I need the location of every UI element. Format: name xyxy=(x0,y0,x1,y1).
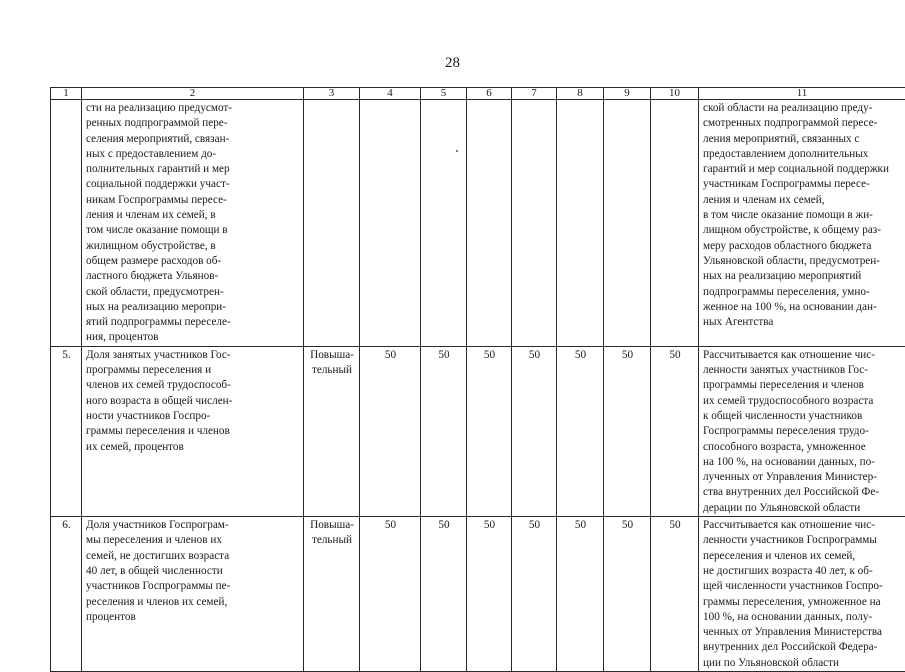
header-cell-7: 7 xyxy=(512,88,557,100)
row-number: 6. xyxy=(51,517,82,672)
text-line: ластного бюджета Ульянов- xyxy=(86,269,300,284)
text-line: их семей, процентов xyxy=(86,440,300,455)
page-number: 28 xyxy=(0,55,905,72)
text-line: ления и членам их семей, в xyxy=(86,208,300,223)
text-line: том числе оказание помощи в xyxy=(86,223,300,238)
text-line: Повыша- xyxy=(308,348,356,363)
value-cell xyxy=(557,100,604,347)
text-line: сти на реализацию предусмот- xyxy=(86,101,300,116)
table-row xyxy=(51,346,905,516)
text-line: никам Госпрограммы пересе- xyxy=(86,193,300,208)
text-line: тельный xyxy=(308,533,356,548)
value-cell: 50 xyxy=(360,346,421,516)
scan-speck xyxy=(456,150,458,152)
text-line: ятий подпрограммы переселе- xyxy=(86,315,300,330)
text-line: 100 %, на основании данных, полу- xyxy=(703,610,902,625)
text-line: членов их семей трудоспособ- xyxy=(86,378,300,393)
text-line: 40 лет, в общей численности xyxy=(86,564,300,579)
text-line: ного возраста в общей числен- xyxy=(86,394,300,409)
text-line: к общей численности участников xyxy=(703,409,902,424)
text-line: полнительных гарантий и мер xyxy=(86,162,300,177)
text-line: меру расходов областного бюджета xyxy=(703,239,902,254)
text-line: ных на реализацию меропри- xyxy=(86,300,300,315)
text-line: способного возраста, умноженное xyxy=(703,440,902,455)
header-cell-6: 6 xyxy=(467,88,512,100)
value-cell: 50 xyxy=(557,346,604,516)
table-row xyxy=(51,100,905,347)
value-cell: 50 xyxy=(604,346,651,516)
text-line: программы переселения и xyxy=(86,363,300,378)
calculation-method xyxy=(699,346,905,516)
table-row xyxy=(51,517,905,672)
text-line: ных с предоставлением до- xyxy=(86,147,300,162)
indicator-name xyxy=(82,100,304,347)
text-line: ления мероприятий, связанных с xyxy=(703,132,902,147)
text-line: общем размере расходов об- xyxy=(86,254,300,269)
value-cell: 50 xyxy=(421,517,467,672)
row-number xyxy=(51,100,82,347)
text-line: ленности занятых участников Гос- xyxy=(703,363,902,378)
indicator-name xyxy=(82,346,304,516)
text-line: переселения и членов их семей, xyxy=(703,549,902,564)
text-line: участников Госпрограммы пе- xyxy=(86,579,300,594)
text-line: в том числе оказание помощи в жи- xyxy=(703,208,902,223)
text-line: реселения и членов их семей, xyxy=(86,595,300,610)
value-cell: 50 xyxy=(557,517,604,672)
header-cell-4: 4 xyxy=(360,88,421,100)
indicator-direction xyxy=(304,517,360,672)
indicator-name xyxy=(82,517,304,672)
text-line: гарантий и мер социальной поддержки xyxy=(703,162,902,177)
header-cell-10: 10 xyxy=(651,88,699,100)
text-line: мы переселения и членов их xyxy=(86,533,300,548)
text-line: Ульяновской области, предусмотрен- xyxy=(703,254,902,269)
text-line: лищном обустройстве, к общему раз- xyxy=(703,223,902,238)
text-line: щей численности участников Госпро- xyxy=(703,579,902,594)
text-line: граммы переселения, умноженное на xyxy=(703,595,902,610)
text-line: женное на 100 %, на основании дан- xyxy=(703,300,902,315)
text-line: Рассчитывается как отношение чис- xyxy=(703,518,902,533)
value-cell: 50 xyxy=(421,346,467,516)
calculation-method xyxy=(699,517,905,672)
indicator-direction xyxy=(304,346,360,516)
text-line: предоставлением дополнительных xyxy=(703,147,902,162)
text-line: ния, процентов xyxy=(86,330,300,345)
value-cell xyxy=(421,100,467,347)
text-line: не достигших возраста 40 лет, к об- xyxy=(703,564,902,579)
value-cell: 50 xyxy=(360,517,421,672)
text-line: жилищном обустройстве, в xyxy=(86,239,300,254)
text-line: дерации по Ульяновской области xyxy=(703,501,902,516)
text-line: смотренных подпрограммой пересе- xyxy=(703,116,902,131)
text-line: ства внутренних дел Российской Фе- xyxy=(703,485,902,500)
text-line: Доля участников Госпрограм- xyxy=(86,518,300,533)
header-cell-8: 8 xyxy=(557,88,604,100)
text-line: Рассчитывается как отношение чис- xyxy=(703,348,902,363)
text-line: ской области на реализацию преду- xyxy=(703,101,902,116)
text-line: семей, не достигших возраста xyxy=(86,549,300,564)
value-cell xyxy=(467,100,512,347)
calculation-method xyxy=(699,100,905,347)
header-cell-2: 2 xyxy=(82,88,304,100)
text-line: программы переселения и членов xyxy=(703,378,902,393)
value-cell: 50 xyxy=(604,517,651,672)
value-cell xyxy=(512,100,557,347)
text-line: социальной поддержки участ- xyxy=(86,177,300,192)
value-cell: 50 xyxy=(651,517,699,672)
text-line: ренных подпрограммой пере- xyxy=(86,116,300,131)
text-line: подпрограммы переселения, умно- xyxy=(703,285,902,300)
indicator-direction xyxy=(304,100,360,347)
header-cell-11: 11 xyxy=(699,88,905,100)
text-line: ления и членам их семей, xyxy=(703,193,902,208)
text-line: ности участников Госпро- xyxy=(86,409,300,424)
header-cell-3: 3 xyxy=(304,88,360,100)
value-cell: 50 xyxy=(467,346,512,516)
value-cell xyxy=(360,100,421,347)
row-number: 5. xyxy=(51,346,82,516)
header-cell-5: 5 xyxy=(421,88,467,100)
text-line: Доля занятых участников Гос- xyxy=(86,348,300,363)
text-line: ченных от Управления Министерства xyxy=(703,625,902,640)
value-cell: 50 xyxy=(512,517,557,672)
text-line: внутренних дел Российской Федера- xyxy=(703,640,902,655)
table-header-row xyxy=(51,88,905,100)
text-line: ции по Ульяновской области xyxy=(703,656,902,671)
value-cell: 50 xyxy=(651,346,699,516)
value-cell xyxy=(604,100,651,347)
text-line: ленности участников Госпрограммы xyxy=(703,533,902,548)
text-line: ных на реализацию мероприятий xyxy=(703,269,902,284)
header-cell-9: 9 xyxy=(604,88,651,100)
text-line: участникам Госпрограммы пересе- xyxy=(703,177,902,192)
text-line: лученных от Управления Министер- xyxy=(703,470,902,485)
text-line: селения мероприятий, связан- xyxy=(86,132,300,147)
text-line: ской области, предусмотрен- xyxy=(86,285,300,300)
value-cell: 50 xyxy=(512,346,557,516)
header-cell-1: 1 xyxy=(51,88,82,100)
text-line: процентов xyxy=(86,610,300,625)
text-line: их семей трудоспособного возраста xyxy=(703,394,902,409)
indicators-table xyxy=(50,87,905,672)
value-cell: 50 xyxy=(467,517,512,672)
text-line: на 100 %, на основании данных, по- xyxy=(703,455,902,470)
text-line: Повыша- xyxy=(308,518,356,533)
value-cell xyxy=(651,100,699,347)
text-line: Госпрограммы переселения трудо- xyxy=(703,424,902,439)
text-line: граммы переселения и членов xyxy=(86,424,300,439)
text-line: ных Агентства xyxy=(703,315,902,330)
text-line: тельный xyxy=(308,363,356,378)
